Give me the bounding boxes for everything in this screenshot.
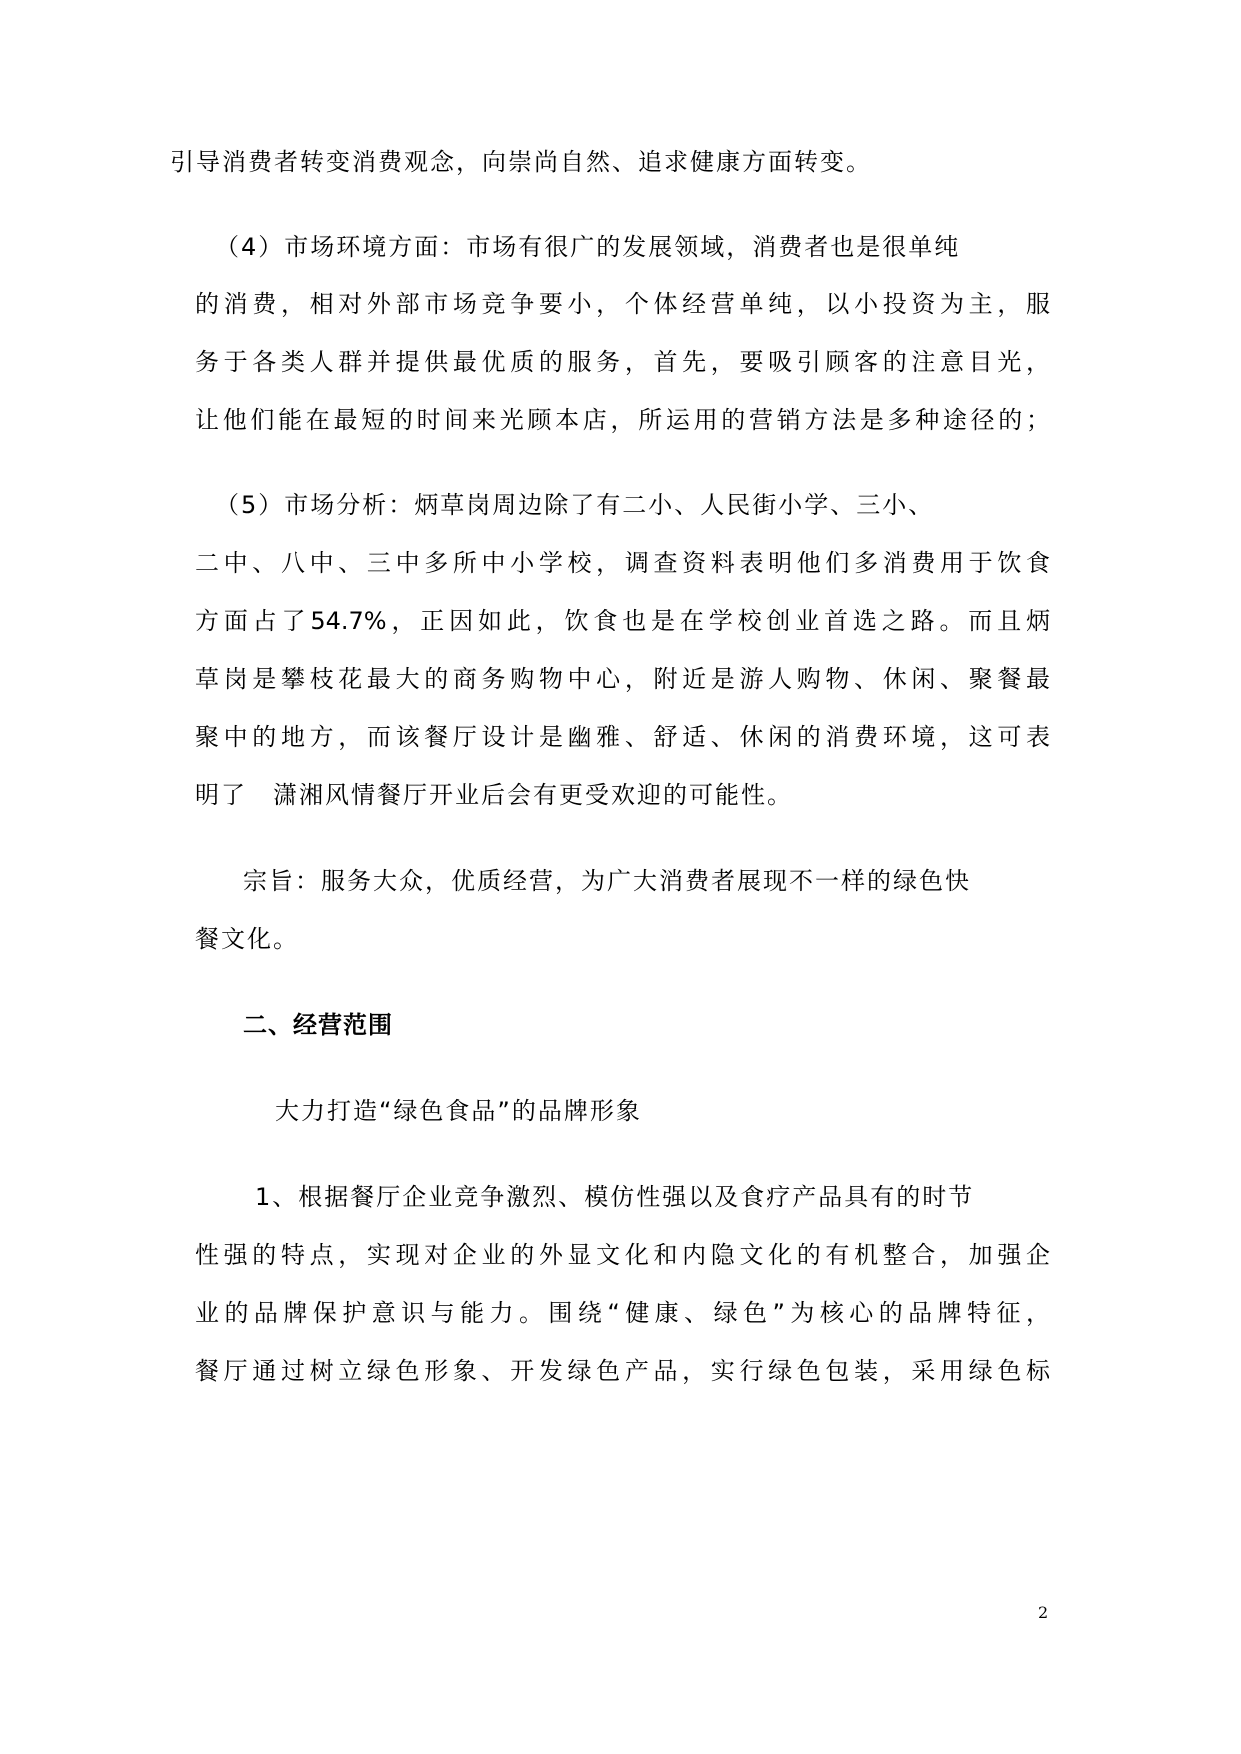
paragraph-line: 的消费，相对外部市场竞争要小，个体经营单纯，以小投资为主，服: [195, 290, 1050, 318]
paragraph-line: 1、根据餐厅企业竞争激烈、模仿性强以及食疗产品具有的时节: [255, 1183, 975, 1211]
paragraph-line: 餐文化。: [195, 925, 299, 953]
paragraph-line: 性强的特点，实现对企业的外显文化和内隐文化的有机整合，加强企: [195, 1241, 1050, 1269]
paragraph-line: 让他们能在最短的时间来光顾本店，所运用的营销方法是多种途径的；: [195, 406, 1050, 434]
paragraph-line: 引导消费者转变消费观念，向崇尚自然、追求健康方面转变。: [170, 148, 872, 176]
paragraph-line: 业的品牌保护意识与能力。围绕“健康、绿色”为核心的品牌特征，: [195, 1299, 1050, 1327]
paragraph-line: （4）市场环境方面：市场有很广的发展领域，消费者也是很单纯: [215, 233, 961, 261]
section-heading: 二、经营范围: [243, 1011, 393, 1039]
paragraph-line: 草岗是攀枝花最大的商务购物中心，附近是游人购物、休闲、聚餐最: [195, 665, 1050, 693]
paragraph-line: 方面占了54.7%，正因如此，饮食也是在学校创业首选之路。而且炳: [195, 607, 1050, 635]
paragraph-line: （5）市场分析：炳草岗周边除了有二小、人民街小学、三小、: [215, 491, 935, 519]
paragraph-line: 聚中的地方，而该餐厅设计是幽雅、舒适、休闲的消费环境，这可表: [195, 723, 1050, 751]
paragraph-line: 务于各类人群并提供最优质的服务，首先，要吸引顾客的注意目光，: [195, 348, 1050, 376]
paragraph-line: 餐厅通过树立绿色形象、开发绿色产品，实行绿色包装，采用绿色标: [195, 1357, 1050, 1385]
paragraph-line: 明了 潇湘风情餐厅开业后会有更受欢迎的可能性。: [195, 781, 793, 809]
paragraph-line: 宗旨：服务大众，优质经营，为广大消费者展现不一样的绿色快: [243, 867, 971, 895]
page-number: 2: [1038, 1603, 1049, 1622]
paragraph-line: 大力打造“绿色食品”的品牌形象: [275, 1097, 642, 1125]
paragraph-line: 二中、八中、三中多所中小学校，调查资料表明他们多消费用于饮食: [195, 549, 1050, 577]
